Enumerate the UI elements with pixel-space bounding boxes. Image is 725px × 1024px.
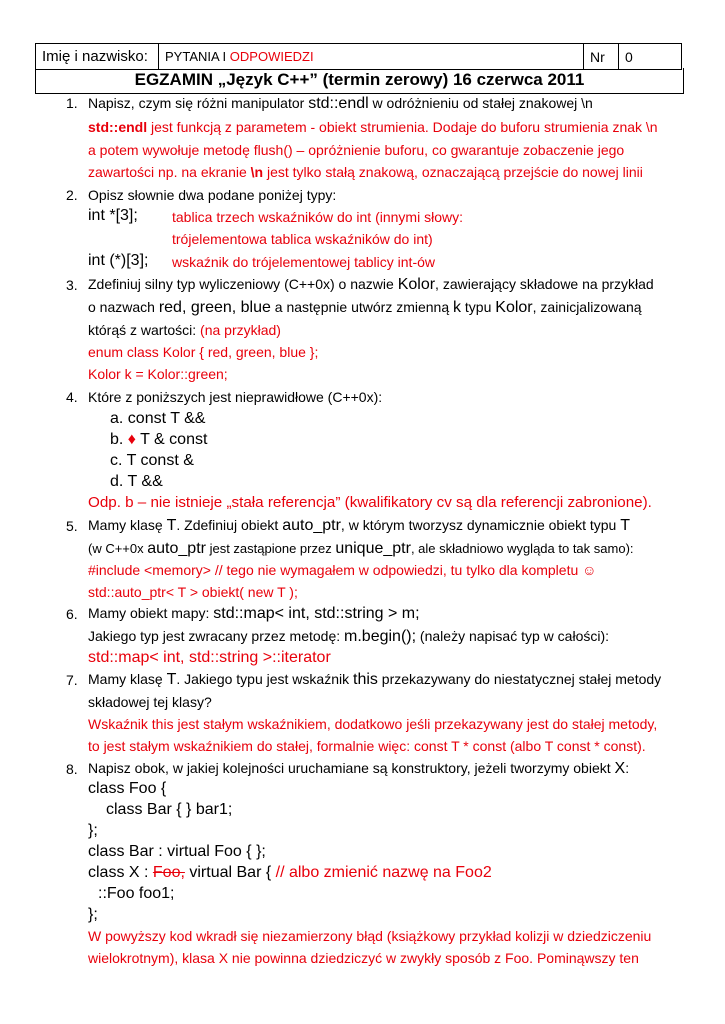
q8-number: 8. xyxy=(66,761,78,777)
q6-answer: std::map< int, std::string >::iterator xyxy=(88,649,331,666)
q2-answer2: wskaźnik do trójelementowej tablicy int-ów xyxy=(172,254,435,270)
q2-type1: int *[3]; xyxy=(88,207,138,224)
q5-answer1: #include <memory> // tego nie wymagałem w odpowiedzi, tu tylko dla kompletu ☺ xyxy=(88,562,597,578)
diamond-icon: ♦ xyxy=(127,431,136,448)
q8-answer1: W powyższy kod wkradł się niezamierzony błąd (książkowy przykład kolizji w dziedziczeniu xyxy=(88,928,652,944)
q8-code-1: class Foo { xyxy=(88,780,167,797)
q5-line1: Mamy klasę T. Zdefiniuj obiekt auto_ptr, w którym tworzysz dynamicznie obiekt typu T xyxy=(88,517,631,534)
q2-answer1: tablica trzech wskaźników do int (innymi słowy: xyxy=(172,209,463,225)
q8-code-7: }; xyxy=(88,906,98,923)
q7-number: 7. xyxy=(66,672,78,688)
q5-line2: (w C++0x auto_ptr jest zastąpione przez unique_ptr, ale składniowo wygląda to tak samo): xyxy=(88,540,634,557)
q6-number: 6. xyxy=(66,606,78,622)
q3-answer1: enum class Kolor { red, green, blue }; xyxy=(88,344,319,360)
q4-question: Które z poniższych jest nieprawidłowe (C++0x): xyxy=(88,389,383,405)
q1-answer-line1: std::endl jest funkcją z parametem - obiekt strumienia. Dodaje do buforu strumienia znak \n xyxy=(88,119,658,135)
q3-answer2: Kolor k = Kolor::green; xyxy=(88,366,228,382)
nr-label: Nr xyxy=(584,44,619,70)
q2-question: Opisz słownie dwa podane poniżej typy: xyxy=(88,187,337,203)
q1-answer-line2: a potem wywołuje metodę flush() – opróżnienie buforu, co gwarantuje zobaczenie jego xyxy=(88,142,625,158)
page-title: EGZAMIN „Język C++” (termin zerowy) 16 czerwca 2011 xyxy=(35,68,684,94)
q4-option-d: d. T && xyxy=(110,473,163,490)
q1-number: 1. xyxy=(66,95,78,111)
q8-code-6: ::Foo foo1; xyxy=(98,885,175,902)
q4-option-b: b. ♦ T & const xyxy=(110,431,208,448)
q3-line3: którąś z wartości: (na przykład) xyxy=(88,322,281,338)
q8-code-2: class Bar { } bar1; xyxy=(106,801,233,818)
q1-answer-line3: zawartości np. na ekranie \n jest tylko stałą znakową, oznaczającą przejście do nowej linii xyxy=(88,164,643,180)
q1-question: Napisz, czym się różni manipulator std::endl w odróżnieniu od stałej znakowej \n xyxy=(88,95,593,112)
q7-answer1: Wskaźnik this jest stałym wskaźnikiem, dodatkowo jeśli przekazywany jest do stałej metody, xyxy=(88,716,658,732)
q8-code-5: class X : Foo, virtual Bar { // albo zmienić nazwę na Foo2 xyxy=(88,864,492,881)
q5-number: 5. xyxy=(66,518,78,534)
q4-option-c: c. T const & xyxy=(110,452,194,469)
q3-line1: Zdefiniuj silny typ wyliczeniowy (C++0x) o nazwie Kolor, zawierający składowe na przykład xyxy=(88,276,654,293)
q4-number: 4. xyxy=(66,389,78,405)
q4-answer: Odp. b – nie istnieje „stała referencja” (kwalifikatory cv są dla referencji zabronione). xyxy=(88,494,652,511)
q3-line2: o nazwach red, green, blue a następnie utwórz zmienną k typu Kolor, zainicjalizowaną xyxy=(88,299,642,316)
q5-answer2: std::auto_ptr< T > obiekt( new T ); xyxy=(88,584,298,600)
q2-answer1b: trójelementowa tablica wskaźników do int) xyxy=(172,231,433,247)
header-table xyxy=(35,43,682,70)
q8-answer2: wielokrotnym), klasa X nie powinna dziedziczyć w zwykły sposób z Foo. Pominąwszy ten xyxy=(88,950,639,966)
nr-value: 0 xyxy=(619,44,682,70)
q2-number: 2. xyxy=(66,187,78,203)
q8-line1: Napisz obok, w jakiej kolejności uruchamiane są konstruktory, jeżeli tworzymy obiekt X: xyxy=(88,760,630,777)
q3-number: 3. xyxy=(66,277,78,293)
name-label: Imię i nazwisko: xyxy=(36,44,159,70)
questions-label: PYTANIA I ODPOWIEDZI xyxy=(159,44,584,70)
q2-type2: int (*)[3]; xyxy=(88,252,149,269)
q4-option-a: a. const T && xyxy=(110,410,206,427)
q6-line2: Jakiego typ jest zwracany przez metodę: m.begin(); (należy napisać typ w całości): xyxy=(88,628,610,645)
q7-line2: składowej tej klasy? xyxy=(88,694,212,710)
q8-code-4: class Bar : virtual Foo { }; xyxy=(88,843,266,860)
q7-line1: Mamy klasę T. Jakiego typu jest wskaźnik this przekazywany do niestatycznej stałej metody xyxy=(88,671,662,688)
q8-code-3: }; xyxy=(88,822,98,839)
q6-line1: Mamy obiekt mapy: std::map< int, std::string > m; xyxy=(88,605,420,622)
q7-answer2: to jest stałym wskaźnikiem do stałej, formalnie więc: const T * const (albo T const * const). xyxy=(88,738,646,754)
